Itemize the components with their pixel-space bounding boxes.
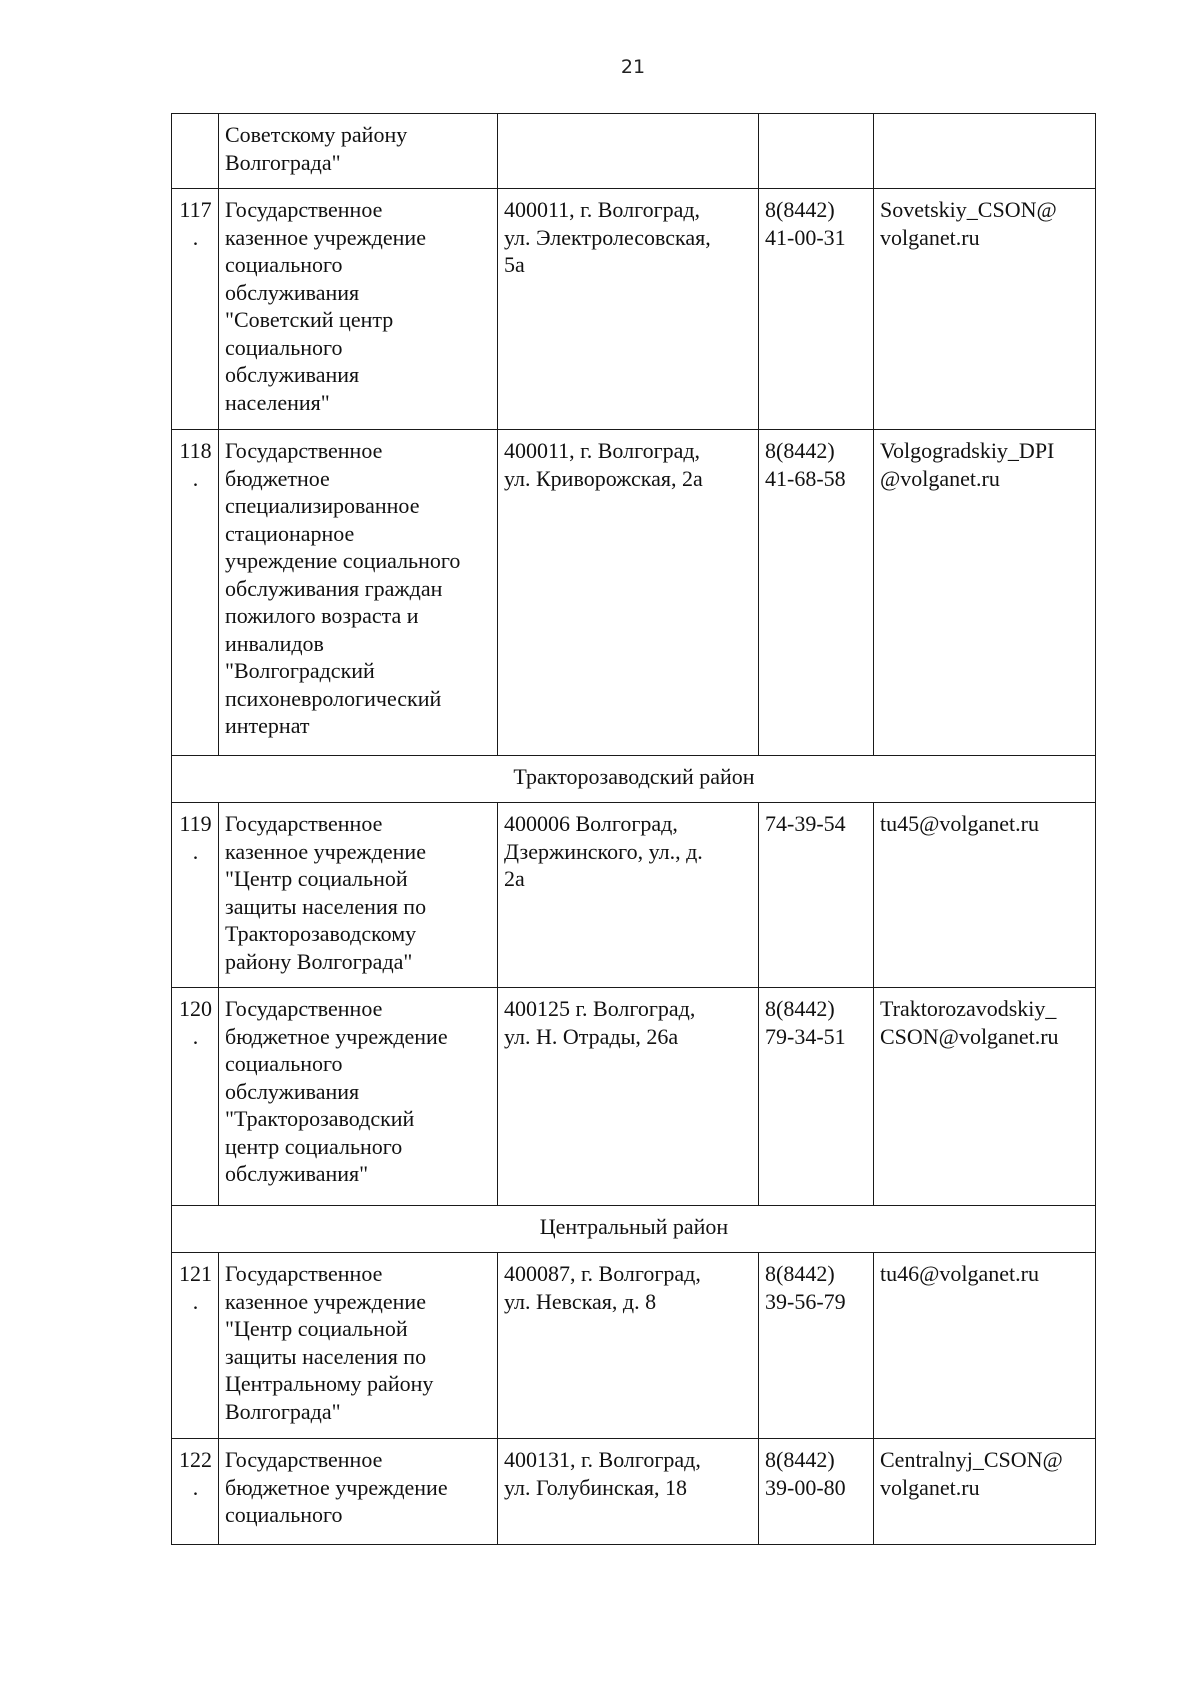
row-number-cell: 122 . [172,1439,219,1545]
institution-name-cell: Государственное бюджетное учреждение социального обслуживания "Тракторозаводский центр социального обслуживания" [219,988,498,1206]
row-number-cell [172,114,219,189]
phone-cell: 8(8442) 39-56-79 [759,1253,874,1439]
table-row [172,1253,1096,1439]
row-number-cell: 119 . [172,803,219,988]
phone-cell [759,114,874,189]
institution-name-cell: Государственное бюджетное специализированное стационарное учреждение социального обслуживания граждан пожилого возраста и инвалидов "Волгоградский психоневрологический интернат [219,430,498,756]
email-cell: Centralnyj_CSON@ volganet.ru [874,1439,1096,1545]
address-cell: 400006 Волгоград, Дзержинского, ул., д. 2а [498,803,759,988]
table-row [172,430,1096,756]
address-cell: 400011, г. Волгоград, ул. Криворожская, 2а [498,430,759,756]
email-cell: Volgogradskiy_DPI @volganet.ru [874,430,1096,756]
table-row [172,189,1096,430]
institutions-table [171,113,1096,1545]
table-body [172,114,1096,1545]
district-title: Тракторозаводский район [172,756,1096,803]
institution-name-cell: Государственное казенное учреждение "Центр социальной защиты населения по Центральному району Волгограда" [219,1253,498,1439]
institution-name-cell: Государственное казенное учреждение "Центр социальной защиты населения по Тракторозаводскому району Волгограда" [219,803,498,988]
table-row [172,114,1096,189]
page-number: 21 [620,56,646,78]
row-number-cell: 121 . [172,1253,219,1439]
phone-cell: 74-39-54 [759,803,874,988]
email-cell [874,114,1096,189]
phone-cell: 8(8442) 39-00-80 [759,1439,874,1545]
institution-name-cell: Государственное бюджетное учреждение социального [219,1439,498,1545]
table-row [172,803,1096,988]
phone-cell: 8(8442) 41-68-58 [759,430,874,756]
row-number-cell: 117 . [172,189,219,430]
address-cell: 400087, г. Волгоград, ул. Невская, д. 8 [498,1253,759,1439]
institution-name-cell: Государственное казенное учреждение социального обслуживания "Советский центр социального обслуживания населения" [219,189,498,430]
address-cell: 400125 г. Волгоград, ул. Н. Отрады, 26а [498,988,759,1206]
email-cell: Sovetskiy_CSON@ volganet.ru [874,189,1096,430]
institution-name-cell: Советскому району Волгограда" [219,114,498,189]
phone-cell: 8(8442) 79-34-51 [759,988,874,1206]
email-cell: tu45@volganet.ru [874,803,1096,988]
district-header-row [172,1206,1096,1253]
phone-cell: 8(8442) 41-00-31 [759,189,874,430]
table-row [172,1439,1096,1545]
address-cell: 400011, г. Волгоград, ул. Электролесовская, 5а [498,189,759,430]
row-number-cell: 118 . [172,430,219,756]
address-cell: 400131, г. Волгоград, ул. Голубинская, 18 [498,1439,759,1545]
email-cell: Traktorozavodskiy_ CSON@volganet.ru [874,988,1096,1206]
row-number-cell: 120 . [172,988,219,1206]
address-cell [498,114,759,189]
email-cell: tu46@volganet.ru [874,1253,1096,1439]
district-title: Центральный район [172,1206,1096,1253]
table-row [172,988,1096,1206]
district-header-row [172,756,1096,803]
